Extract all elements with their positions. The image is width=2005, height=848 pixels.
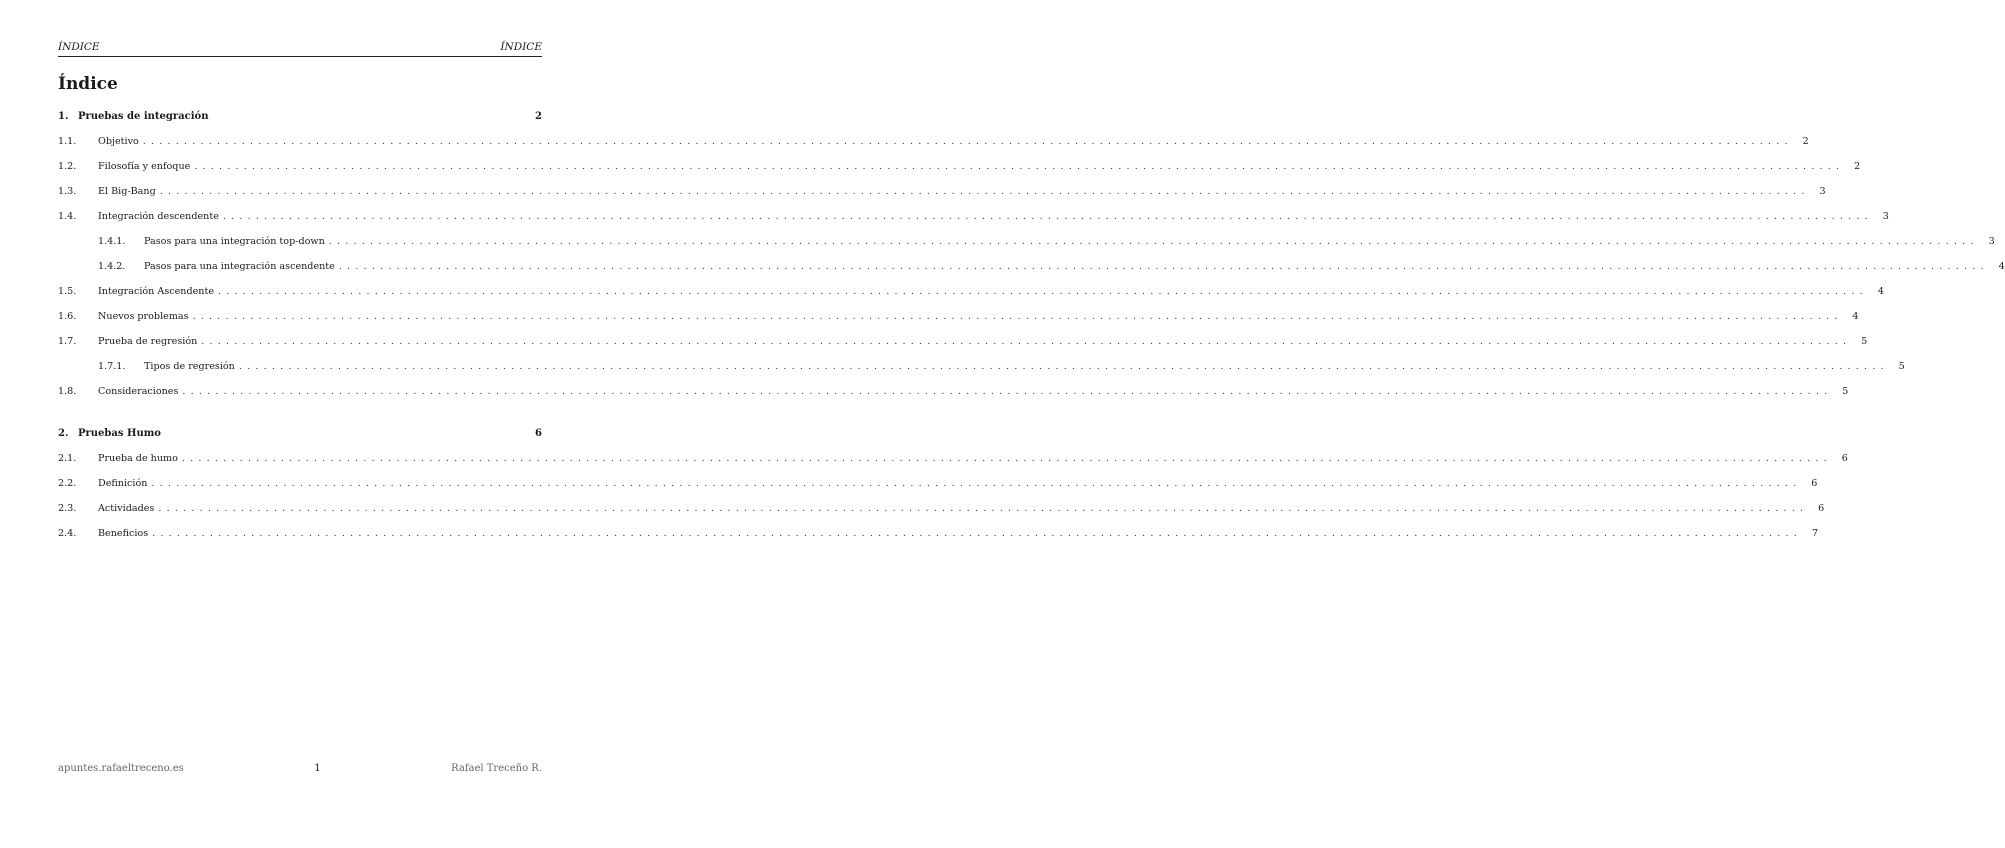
toc-dot-leader: ........................................................................................................................................................................................................ xyxy=(158,503,1809,514)
toc-dot-leader: ........................................................................................................................................................................................................ xyxy=(159,186,1810,197)
toc-entry[interactable] xyxy=(58,361,1905,373)
toc-entry-page[interactable]: 4 xyxy=(1877,286,1884,297)
header-right: ÍNDICE xyxy=(500,41,542,53)
toc-entry-title[interactable]: Integración Ascendente xyxy=(98,286,215,297)
toc-dot-leader: ........................................................................................................................................................................................................ xyxy=(238,361,1889,372)
toc-entry-number: 1.8. xyxy=(58,386,77,397)
toc-entry-title[interactable]: Integración descendente xyxy=(98,211,219,222)
toc-entry[interactable] xyxy=(58,236,1995,248)
toc-entry-page[interactable]: 3 xyxy=(1988,236,1995,247)
toc-entry-title[interactable]: Prueba de regresión xyxy=(98,336,198,347)
running-header xyxy=(58,41,542,57)
toc-entry[interactable] xyxy=(58,186,1826,198)
toc-entry-number: 1.6. xyxy=(58,311,77,322)
toc-entry-title[interactable]: Pasos para una integración top-down xyxy=(144,236,325,247)
toc-dot-leader: ........................................................................................................................................................................................................ xyxy=(152,528,1803,539)
header-left: ÍNDICE xyxy=(58,41,100,53)
toc-entry[interactable] xyxy=(58,336,1868,348)
toc-dot-leader: ........................................................................................................................................................................................................ xyxy=(182,386,1833,397)
toc-entry-page[interactable]: 4 xyxy=(1852,311,1859,322)
toc-entry-number: 1.4. xyxy=(58,211,77,222)
toc-dot-leader: ........................................................................................................................................................................................................ xyxy=(181,453,1832,464)
footer-page-number: 1 xyxy=(314,763,321,774)
toc-entry[interactable] xyxy=(58,261,2005,273)
toc-entry-title[interactable]: Prueba de humo xyxy=(98,453,178,464)
toc-dot-leader: ........................................................................................................................................................................................................ xyxy=(218,286,1868,297)
toc-entry[interactable] xyxy=(58,211,1889,223)
toc-entry-title[interactable]: Tipos de regresión xyxy=(144,361,235,372)
toc-entry[interactable] xyxy=(58,311,1859,323)
toc-entry[interactable] xyxy=(58,478,1818,490)
toc-entry[interactable] xyxy=(58,136,1809,148)
footer-website: apuntes.rafaeltreceno.es xyxy=(58,763,184,774)
toc-dot-leader: ........................................................................................................................................................................................................ xyxy=(192,311,1843,322)
toc-entry[interactable] xyxy=(58,286,1884,298)
toc-entry[interactable] xyxy=(58,111,542,123)
toc-dot-leader: ........................................................................................................................................................................................................ xyxy=(194,161,1845,172)
toc-entry-number: 1. xyxy=(58,111,69,122)
toc-entry-title[interactable]: Filosofía y enfoque xyxy=(98,161,191,172)
toc-entry-title[interactable]: Pasos para una integración ascendente xyxy=(144,261,335,272)
toc-entry-page[interactable]: 6 xyxy=(535,428,542,439)
table-of-contents xyxy=(58,111,2005,540)
toc-entry-title[interactable]: Actividades xyxy=(98,503,155,514)
toc-entry[interactable] xyxy=(58,386,1849,398)
toc-entry-page[interactable]: 3 xyxy=(1882,211,1889,222)
toc-entry-page[interactable]: 6 xyxy=(1841,453,1848,464)
toc-entry-title[interactable]: Nuevos problemas xyxy=(98,311,189,322)
footer-author: Rafael Treceño R. xyxy=(451,763,542,774)
page-footer xyxy=(58,763,542,774)
toc-entry-title[interactable]: Definición xyxy=(98,478,148,489)
toc-dot-leader: ........................................................................................................................................................................................................ xyxy=(201,336,1852,347)
toc-entry-page[interactable]: 2 xyxy=(1854,161,1861,172)
page-title: Índice xyxy=(58,74,118,94)
toc-entry-number: 2. xyxy=(58,428,69,439)
toc-entry-number: 1.7. xyxy=(58,336,77,347)
toc-entry[interactable] xyxy=(58,453,1848,465)
toc-entry-number: 1.4.1. xyxy=(98,236,126,247)
toc-dot-leader: ........................................................................................................................................................................................................ xyxy=(142,136,1793,147)
toc-entry-number: 1.2. xyxy=(58,161,77,172)
toc-entry-title[interactable]: Beneficios xyxy=(98,528,149,539)
toc-dot-leader: ........................................................................................................................................................................................................ xyxy=(338,261,1989,272)
toc-entry-title[interactable]: Pruebas de integración xyxy=(78,111,209,122)
toc-entry-title[interactable]: Objetivo xyxy=(98,136,139,147)
toc-entry[interactable] xyxy=(58,161,1861,173)
toc-entry-page[interactable]: 2 xyxy=(535,111,542,122)
toc-entry-number: 1.1. xyxy=(58,136,77,147)
toc-entry[interactable] xyxy=(58,528,1819,540)
toc-entry-title[interactable]: El Big-Bang xyxy=(98,186,156,197)
toc-entry-page[interactable]: 5 xyxy=(1898,361,1905,372)
toc-dot-leader: ........................................................................................................................................................................................................ xyxy=(222,211,1873,222)
toc-entry-page[interactable]: 6 xyxy=(1818,503,1825,514)
toc-entry-page[interactable]: 6 xyxy=(1811,478,1818,489)
toc-entry-number: 1.3. xyxy=(58,186,77,197)
toc-entry-number: 1.7.1. xyxy=(98,361,126,372)
toc-entry-page[interactable]: 5 xyxy=(1861,336,1868,347)
toc-entry-page[interactable]: 3 xyxy=(1819,186,1826,197)
toc-entry[interactable] xyxy=(58,503,1825,515)
toc-entry-page[interactable]: 2 xyxy=(1802,136,1809,147)
toc-entry-page[interactable]: 5 xyxy=(1842,386,1849,397)
toc-entry-number: 1.5. xyxy=(58,286,77,297)
toc-entry-number: 2.4. xyxy=(58,528,77,539)
toc-dot-leader: ........................................................................................................................................................................................................ xyxy=(151,478,1802,489)
toc-entry-number: 2.3. xyxy=(58,503,77,514)
toc-dot-leader: ........................................................................................................................................................................................................ xyxy=(328,236,1979,247)
toc-entry[interactable] xyxy=(58,428,542,440)
toc-entry-number: 2.1. xyxy=(58,453,77,464)
toc-entry-number: 1.4.2. xyxy=(98,261,126,272)
toc-entry-number: 2.2. xyxy=(58,478,77,489)
toc-entry-title[interactable]: Consideraciones xyxy=(98,386,179,397)
toc-entry-title[interactable]: Pruebas Humo xyxy=(78,428,161,439)
toc-entry-page[interactable]: 7 xyxy=(1811,528,1819,539)
toc-entry-page[interactable]: 4 xyxy=(1998,261,2005,272)
